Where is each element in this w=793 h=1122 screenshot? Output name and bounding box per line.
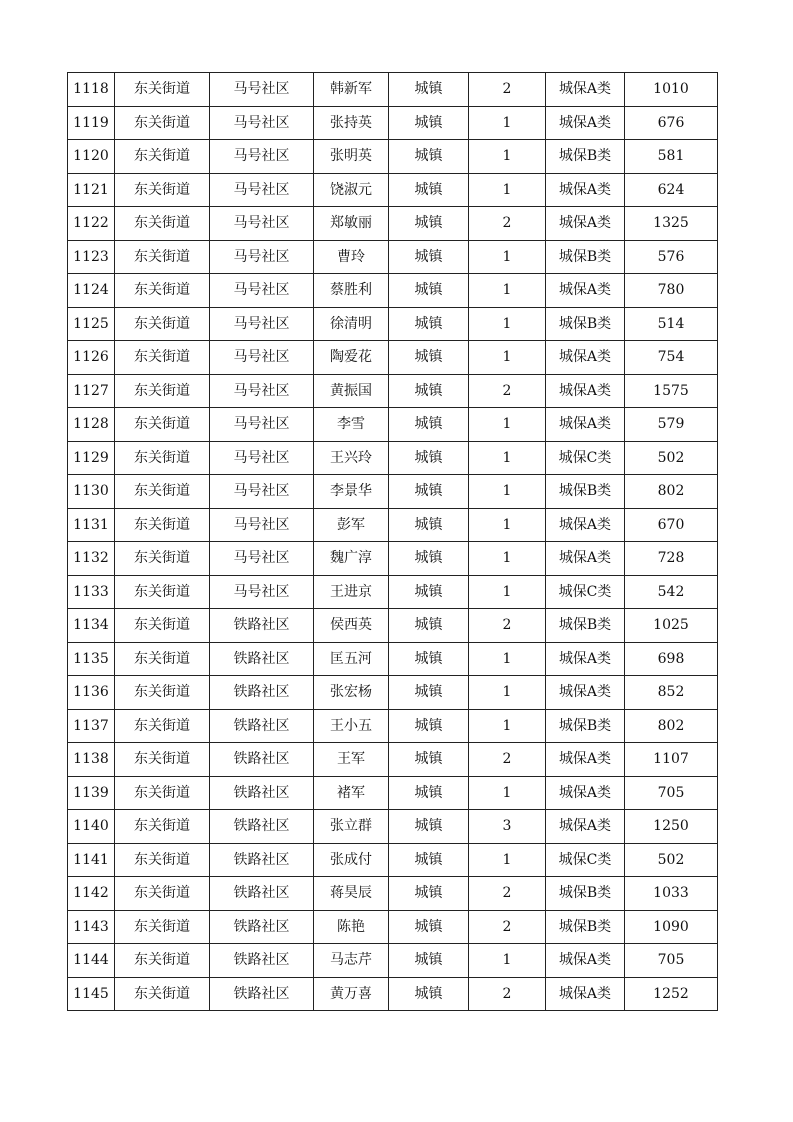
- amount-cell: 1090: [625, 910, 718, 944]
- household-type-cell: 城镇: [389, 508, 469, 542]
- community-cell: 马号社区: [210, 307, 314, 341]
- subdistrict-cell: 东关街道: [115, 240, 210, 274]
- name-cell: 黄万喜: [314, 977, 389, 1011]
- amount-cell: 502: [625, 441, 718, 475]
- amount-cell: 705: [625, 944, 718, 978]
- row-number-cell: 1120: [68, 140, 115, 174]
- community-cell: 铁路社区: [210, 910, 314, 944]
- name-cell: 陶爱花: [314, 341, 389, 375]
- row-number-cell: 1127: [68, 374, 115, 408]
- insurance-category-cell: 城保A类: [546, 207, 625, 241]
- table-row: [68, 944, 718, 978]
- household-type-cell: 城镇: [389, 341, 469, 375]
- people-count-cell: 1: [469, 843, 546, 877]
- table-row: [68, 810, 718, 844]
- amount-cell: 576: [625, 240, 718, 274]
- name-cell: 匡五河: [314, 642, 389, 676]
- table-row: [68, 408, 718, 442]
- subdistrict-cell: 东关街道: [115, 843, 210, 877]
- household-type-cell: 城镇: [389, 910, 469, 944]
- amount-cell: 1250: [625, 810, 718, 844]
- name-cell: 张明英: [314, 140, 389, 174]
- insurance-category-cell: 城保B类: [546, 140, 625, 174]
- name-cell: 褚军: [314, 776, 389, 810]
- people-count-cell: 2: [469, 743, 546, 777]
- community-cell: 马号社区: [210, 341, 314, 375]
- subdistrict-cell: 东关街道: [115, 173, 210, 207]
- subdistrict-cell: 东关街道: [115, 743, 210, 777]
- row-number-cell: 1121: [68, 173, 115, 207]
- amount-cell: 579: [625, 408, 718, 442]
- name-cell: 王进京: [314, 575, 389, 609]
- name-cell: 王军: [314, 743, 389, 777]
- people-count-cell: 3: [469, 810, 546, 844]
- table-row: [68, 642, 718, 676]
- people-count-cell: 1: [469, 776, 546, 810]
- table-row: [68, 910, 718, 944]
- amount-cell: 705: [625, 776, 718, 810]
- insurance-category-cell: 城保C类: [546, 575, 625, 609]
- amount-cell: 1325: [625, 207, 718, 241]
- record-table: [67, 72, 718, 1011]
- subdistrict-cell: 东关街道: [115, 776, 210, 810]
- amount-cell: 514: [625, 307, 718, 341]
- people-count-cell: 1: [469, 542, 546, 576]
- subdistrict-cell: 东关街道: [115, 609, 210, 643]
- subdistrict-cell: 东关街道: [115, 877, 210, 911]
- people-count-cell: 1: [469, 240, 546, 274]
- row-number-cell: 1118: [68, 73, 115, 107]
- table-row: [68, 877, 718, 911]
- subdistrict-cell: 东关街道: [115, 508, 210, 542]
- name-cell: 侯西英: [314, 609, 389, 643]
- row-number-cell: 1125: [68, 307, 115, 341]
- row-number-cell: 1124: [68, 274, 115, 308]
- row-number-cell: 1135: [68, 642, 115, 676]
- table-row: [68, 441, 718, 475]
- subdistrict-cell: 东关街道: [115, 341, 210, 375]
- people-count-cell: 1: [469, 475, 546, 509]
- subdistrict-cell: 东关街道: [115, 441, 210, 475]
- people-count-cell: 1: [469, 341, 546, 375]
- name-cell: 饶淑元: [314, 173, 389, 207]
- people-count-cell: 2: [469, 609, 546, 643]
- community-cell: 马号社区: [210, 441, 314, 475]
- insurance-category-cell: 城保B类: [546, 307, 625, 341]
- household-type-cell: 城镇: [389, 542, 469, 576]
- amount-cell: 852: [625, 676, 718, 710]
- people-count-cell: 1: [469, 944, 546, 978]
- table-row: [68, 542, 718, 576]
- household-type-cell: 城镇: [389, 475, 469, 509]
- community-cell: 马号社区: [210, 207, 314, 241]
- insurance-category-cell: 城保B类: [546, 609, 625, 643]
- table-row: [68, 508, 718, 542]
- community-cell: 铁路社区: [210, 642, 314, 676]
- insurance-category-cell: 城保A类: [546, 642, 625, 676]
- household-type-cell: 城镇: [389, 173, 469, 207]
- name-cell: 李雪: [314, 408, 389, 442]
- community-cell: 铁路社区: [210, 743, 314, 777]
- insurance-category-cell: 城保A类: [546, 374, 625, 408]
- household-type-cell: 城镇: [389, 240, 469, 274]
- people-count-cell: 2: [469, 977, 546, 1011]
- table-row: [68, 307, 718, 341]
- subdistrict-cell: 东关街道: [115, 374, 210, 408]
- name-cell: 李景华: [314, 475, 389, 509]
- community-cell: 马号社区: [210, 542, 314, 576]
- subdistrict-cell: 东关街道: [115, 910, 210, 944]
- people-count-cell: 2: [469, 207, 546, 241]
- amount-cell: 1575: [625, 374, 718, 408]
- subdistrict-cell: 东关街道: [115, 140, 210, 174]
- subdistrict-cell: 东关街道: [115, 977, 210, 1011]
- household-type-cell: 城镇: [389, 642, 469, 676]
- insurance-category-cell: 城保A类: [546, 676, 625, 710]
- household-type-cell: 城镇: [389, 743, 469, 777]
- people-count-cell: 2: [469, 910, 546, 944]
- subdistrict-cell: 东关街道: [115, 307, 210, 341]
- people-count-cell: 1: [469, 709, 546, 743]
- name-cell: 蒋昊辰: [314, 877, 389, 911]
- household-type-cell: 城镇: [389, 307, 469, 341]
- amount-cell: 1010: [625, 73, 718, 107]
- name-cell: 蔡胜利: [314, 274, 389, 308]
- row-number-cell: 1140: [68, 810, 115, 844]
- amount-cell: 1033: [625, 877, 718, 911]
- household-type-cell: 城镇: [389, 944, 469, 978]
- community-cell: 马号社区: [210, 374, 314, 408]
- people-count-cell: 1: [469, 173, 546, 207]
- name-cell: 韩新军: [314, 73, 389, 107]
- insurance-category-cell: 城保A类: [546, 810, 625, 844]
- name-cell: 王兴玲: [314, 441, 389, 475]
- name-cell: 张成付: [314, 843, 389, 877]
- insurance-category-cell: 城保A类: [546, 542, 625, 576]
- insurance-category-cell: 城保C类: [546, 843, 625, 877]
- amount-cell: 676: [625, 106, 718, 140]
- subdistrict-cell: 东关街道: [115, 542, 210, 576]
- amount-cell: 802: [625, 475, 718, 509]
- insurance-category-cell: 城保A类: [546, 173, 625, 207]
- table-row: [68, 173, 718, 207]
- community-cell: 马号社区: [210, 73, 314, 107]
- subdistrict-cell: 东关街道: [115, 709, 210, 743]
- name-cell: 王小五: [314, 709, 389, 743]
- people-count-cell: 1: [469, 140, 546, 174]
- insurance-category-cell: 城保B类: [546, 240, 625, 274]
- household-type-cell: 城镇: [389, 73, 469, 107]
- household-type-cell: 城镇: [389, 776, 469, 810]
- amount-cell: 624: [625, 173, 718, 207]
- row-number-cell: 1126: [68, 341, 115, 375]
- name-cell: 张立群: [314, 810, 389, 844]
- household-type-cell: 城镇: [389, 441, 469, 475]
- table-row: [68, 274, 718, 308]
- table-row: [68, 575, 718, 609]
- household-type-cell: 城镇: [389, 408, 469, 442]
- subdistrict-cell: 东关街道: [115, 73, 210, 107]
- name-cell: 郑敏丽: [314, 207, 389, 241]
- table-row: [68, 776, 718, 810]
- insurance-category-cell: 城保A类: [546, 341, 625, 375]
- amount-cell: 1107: [625, 743, 718, 777]
- amount-cell: 1025: [625, 609, 718, 643]
- insurance-category-cell: 城保B类: [546, 709, 625, 743]
- name-cell: 黄振国: [314, 374, 389, 408]
- people-count-cell: 1: [469, 274, 546, 308]
- row-number-cell: 1123: [68, 240, 115, 274]
- amount-cell: 502: [625, 843, 718, 877]
- table-row: [68, 843, 718, 877]
- row-number-cell: 1122: [68, 207, 115, 241]
- table-row: [68, 341, 718, 375]
- community-cell: 马号社区: [210, 508, 314, 542]
- people-count-cell: 2: [469, 877, 546, 911]
- household-type-cell: 城镇: [389, 977, 469, 1011]
- household-type-cell: 城镇: [389, 140, 469, 174]
- community-cell: 铁路社区: [210, 709, 314, 743]
- community-cell: 铁路社区: [210, 877, 314, 911]
- name-cell: 陈艳: [314, 910, 389, 944]
- amount-cell: 1252: [625, 977, 718, 1011]
- subdistrict-cell: 东关街道: [115, 642, 210, 676]
- insurance-category-cell: 城保A类: [546, 944, 625, 978]
- name-cell: 魏广淳: [314, 542, 389, 576]
- table-row: [68, 73, 718, 107]
- people-count-cell: 1: [469, 106, 546, 140]
- name-cell: 马志芹: [314, 944, 389, 978]
- amount-cell: 698: [625, 642, 718, 676]
- community-cell: 马号社区: [210, 140, 314, 174]
- household-type-cell: 城镇: [389, 676, 469, 710]
- household-type-cell: 城镇: [389, 575, 469, 609]
- community-cell: 铁路社区: [210, 810, 314, 844]
- subdistrict-cell: 东关街道: [115, 944, 210, 978]
- row-number-cell: 1144: [68, 944, 115, 978]
- household-type-cell: 城镇: [389, 810, 469, 844]
- amount-cell: 802: [625, 709, 718, 743]
- row-number-cell: 1142: [68, 877, 115, 911]
- row-number-cell: 1134: [68, 609, 115, 643]
- table-row: [68, 374, 718, 408]
- household-type-cell: 城镇: [389, 274, 469, 308]
- insurance-category-cell: 城保B类: [546, 910, 625, 944]
- name-cell: 徐清明: [314, 307, 389, 341]
- row-number-cell: 1131: [68, 508, 115, 542]
- community-cell: 马号社区: [210, 575, 314, 609]
- amount-cell: 542: [625, 575, 718, 609]
- table-row: [68, 676, 718, 710]
- community-cell: 马号社区: [210, 240, 314, 274]
- insurance-category-cell: 城保A类: [546, 274, 625, 308]
- table-row: [68, 140, 718, 174]
- insurance-category-cell: 城保A类: [546, 73, 625, 107]
- insurance-category-cell: 城保B类: [546, 475, 625, 509]
- household-type-cell: 城镇: [389, 877, 469, 911]
- amount-cell: 780: [625, 274, 718, 308]
- household-type-cell: 城镇: [389, 843, 469, 877]
- table-row: [68, 240, 718, 274]
- people-count-cell: 1: [469, 642, 546, 676]
- name-cell: 曹玲: [314, 240, 389, 274]
- amount-cell: 670: [625, 508, 718, 542]
- insurance-category-cell: 城保A类: [546, 106, 625, 140]
- row-number-cell: 1133: [68, 575, 115, 609]
- community-cell: 铁路社区: [210, 944, 314, 978]
- row-number-cell: 1143: [68, 910, 115, 944]
- subdistrict-cell: 东关街道: [115, 676, 210, 710]
- household-type-cell: 城镇: [389, 709, 469, 743]
- subdistrict-cell: 东关街道: [115, 274, 210, 308]
- subdistrict-cell: 东关街道: [115, 408, 210, 442]
- insurance-category-cell: 城保A类: [546, 743, 625, 777]
- community-cell: 马号社区: [210, 408, 314, 442]
- household-type-cell: 城镇: [389, 374, 469, 408]
- row-number-cell: 1138: [68, 743, 115, 777]
- community-cell: 铁路社区: [210, 776, 314, 810]
- people-count-cell: 1: [469, 408, 546, 442]
- table-row: [68, 609, 718, 643]
- row-number-cell: 1145: [68, 977, 115, 1011]
- community-cell: 铁路社区: [210, 676, 314, 710]
- insurance-category-cell: 城保A类: [546, 776, 625, 810]
- row-number-cell: 1139: [68, 776, 115, 810]
- row-number-cell: 1141: [68, 843, 115, 877]
- amount-cell: 728: [625, 542, 718, 576]
- row-number-cell: 1128: [68, 408, 115, 442]
- people-count-cell: 2: [469, 374, 546, 408]
- row-number-cell: 1132: [68, 542, 115, 576]
- community-cell: 马号社区: [210, 475, 314, 509]
- row-number-cell: 1130: [68, 475, 115, 509]
- table-row: [68, 475, 718, 509]
- community-cell: 马号社区: [210, 173, 314, 207]
- community-cell: 铁路社区: [210, 843, 314, 877]
- insurance-category-cell: 城保A类: [546, 977, 625, 1011]
- insurance-category-cell: 城保A类: [546, 408, 625, 442]
- subdistrict-cell: 东关街道: [115, 575, 210, 609]
- subdistrict-cell: 东关街道: [115, 207, 210, 241]
- record-table-body: [68, 73, 718, 1011]
- household-type-cell: 城镇: [389, 106, 469, 140]
- row-number-cell: 1137: [68, 709, 115, 743]
- insurance-category-cell: 城保C类: [546, 441, 625, 475]
- people-count-cell: 1: [469, 307, 546, 341]
- subdistrict-cell: 东关街道: [115, 475, 210, 509]
- table-row: [68, 709, 718, 743]
- name-cell: 彭军: [314, 508, 389, 542]
- people-count-cell: 2: [469, 73, 546, 107]
- people-count-cell: 1: [469, 508, 546, 542]
- name-cell: 张持英: [314, 106, 389, 140]
- table-row: [68, 743, 718, 777]
- table-row: [68, 977, 718, 1011]
- community-cell: 铁路社区: [210, 609, 314, 643]
- insurance-category-cell: 城保B类: [546, 877, 625, 911]
- table-row: [68, 106, 718, 140]
- name-cell: 张宏杨: [314, 676, 389, 710]
- subdistrict-cell: 东关街道: [115, 810, 210, 844]
- people-count-cell: 1: [469, 676, 546, 710]
- amount-cell: 754: [625, 341, 718, 375]
- community-cell: 马号社区: [210, 106, 314, 140]
- community-cell: 铁路社区: [210, 977, 314, 1011]
- row-number-cell: 1119: [68, 106, 115, 140]
- household-type-cell: 城镇: [389, 609, 469, 643]
- table-row: [68, 207, 718, 241]
- people-count-cell: 1: [469, 575, 546, 609]
- insurance-category-cell: 城保A类: [546, 508, 625, 542]
- household-type-cell: 城镇: [389, 207, 469, 241]
- amount-cell: 581: [625, 140, 718, 174]
- people-count-cell: 1: [469, 441, 546, 475]
- community-cell: 马号社区: [210, 274, 314, 308]
- subdistrict-cell: 东关街道: [115, 106, 210, 140]
- row-number-cell: 1129: [68, 441, 115, 475]
- row-number-cell: 1136: [68, 676, 115, 710]
